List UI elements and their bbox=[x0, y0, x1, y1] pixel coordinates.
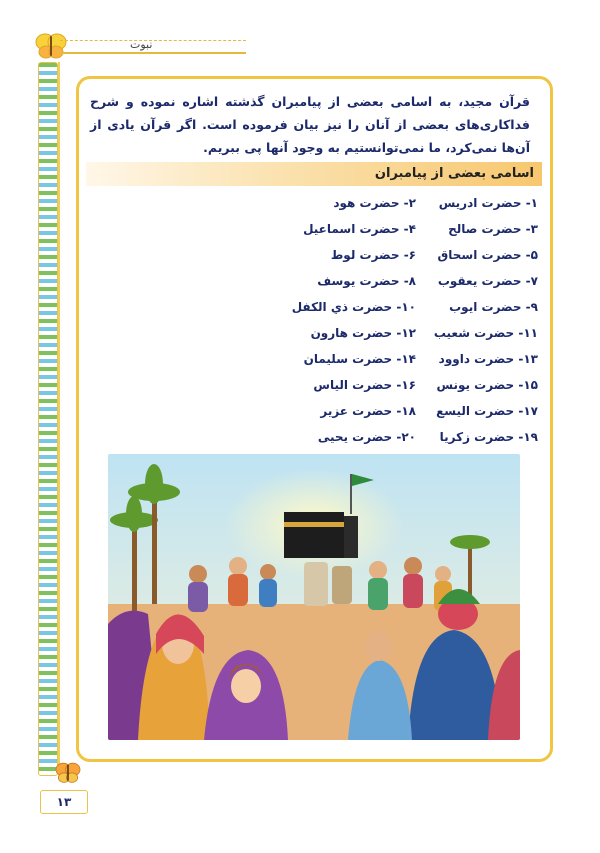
list-item: ۸- حضرت یوسف bbox=[317, 274, 416, 288]
page-number-box bbox=[40, 790, 88, 814]
section-heading-bar bbox=[86, 162, 542, 186]
butterfly-icon bbox=[34, 30, 68, 60]
ruler-edge-line bbox=[58, 62, 60, 774]
section-title: اسامی بعضی از پیامبران bbox=[374, 166, 534, 181]
list-item: ۱۱- حضرت شعیب bbox=[433, 326, 538, 340]
header-dashed-line bbox=[60, 40, 246, 41]
list-item: ۲- حضرت هود bbox=[333, 196, 416, 210]
list-item: ۱۳- حضرت داوود bbox=[438, 352, 538, 366]
list-item: ۹- حضرت ایوب bbox=[449, 300, 538, 314]
list-item: ۱۷- حضرت الیسع bbox=[436, 404, 538, 418]
list-item: ۱۴- حضرت سلیمان bbox=[303, 352, 416, 366]
decorative-ruler-strip bbox=[38, 62, 58, 776]
header-rule bbox=[60, 52, 246, 54]
list-item: ۱۸- حضرت عزیر bbox=[320, 404, 416, 418]
list-item: ۷- حضرت یعقوب bbox=[437, 274, 538, 288]
list-item: ۴- حضرت اسماعیل bbox=[303, 222, 416, 236]
chapter-title: نبوت bbox=[130, 38, 153, 51]
list-item: ۱۲- حضرت هارون bbox=[310, 326, 416, 340]
list-item: ۱۰- حضرت ذي الكفل bbox=[291, 300, 416, 314]
page-number: ۱۳ bbox=[56, 795, 72, 809]
intro-paragraph: قرآن مجید، به اسامی بعضی از پیامبران گذشته اشاره نموده و شرح فداکاری‌های بعضی از آنان را نیز بیان فرموده است. اگر قرآن یادی از آن‌ها نمی‌کرد، ما نمی‌توانستیم به وجود آنها پی ببریم. bbox=[90, 94, 530, 155]
list-item: ۱۶- حضرت الیاس bbox=[313, 378, 416, 392]
list-item: ۲۰- حضرت یحیی bbox=[317, 430, 416, 444]
list-item: ۵- حضرت اسحاق bbox=[437, 248, 538, 262]
list-item: ۶- حضرت لوط bbox=[330, 248, 416, 262]
butterfly-icon bbox=[54, 760, 82, 784]
list-item: ۱- حضرت ادریس bbox=[438, 196, 538, 210]
list-item: ۱۹- حضرت زکریا bbox=[439, 430, 538, 444]
list-item: ۳- حضرت صالح bbox=[448, 222, 538, 236]
list-item: ۱۵- حضرت یونس bbox=[436, 378, 538, 392]
kaaba-crowd-illustration bbox=[108, 454, 520, 740]
